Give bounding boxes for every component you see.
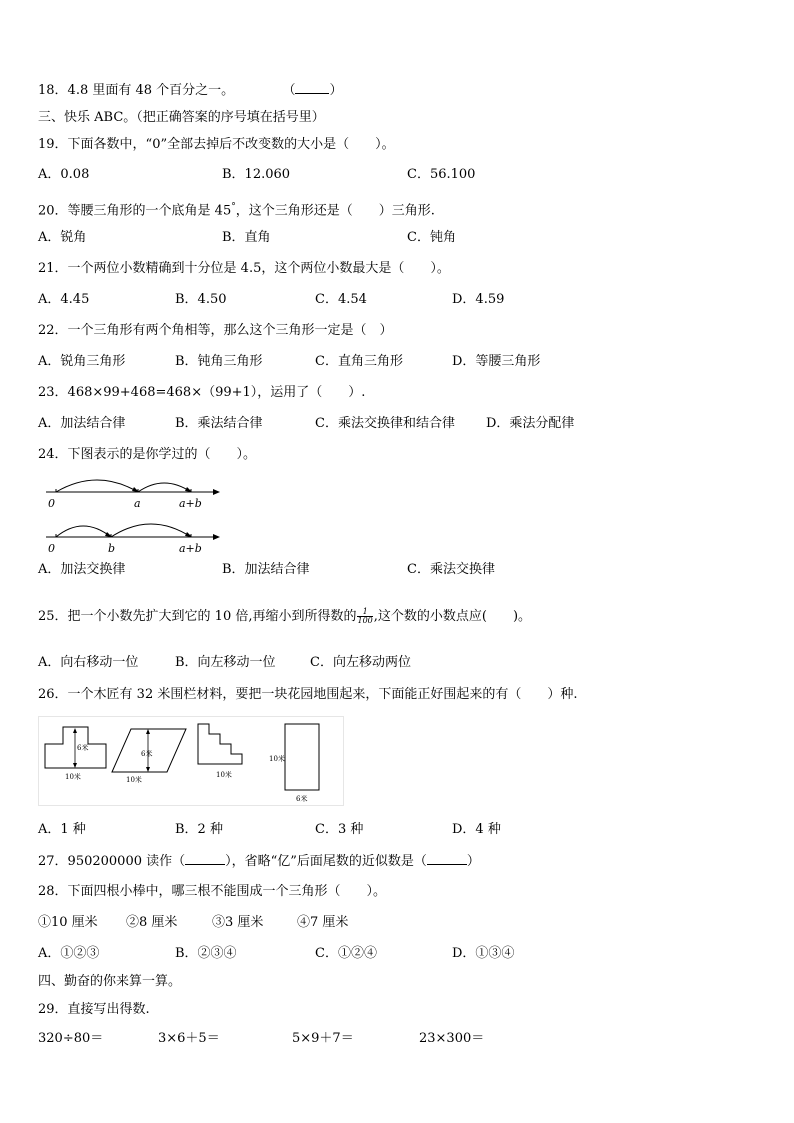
q25-stem-part2: ,这个数的小数点应( )。 <box>373 609 532 624</box>
stick-4: ④7 厘米 <box>297 915 349 930</box>
question-18 <box>38 81 342 100</box>
q23-option-a[interactable]: A．加法结合律 <box>38 416 126 431</box>
label-a-plus-b: a+b <box>179 497 202 510</box>
q23-option-b[interactable]: B．乘法结合律 <box>175 416 263 431</box>
q20-stem-part2: ，这个三角形还是（ ）三角形. <box>235 203 435 219</box>
q22-option-b[interactable]: B．钝角三角形 <box>175 354 263 369</box>
stick-1: ①10 厘米 <box>38 915 98 930</box>
q28-option-d[interactable]: D．①③④ <box>452 946 515 961</box>
q18-paren-open: （ <box>282 83 296 98</box>
question-26-stem: 26．一个木匠有 32 米围栏材料，要把一块花园地围起来，下面能正好围起来的有（ ）种. <box>38 687 578 702</box>
q26-option-a[interactable]: A．1 种 <box>38 822 86 837</box>
question-27 <box>38 852 480 871</box>
shape-1-width: 10米 <box>65 773 81 781</box>
q21-option-d[interactable]: D．4.59 <box>452 292 505 307</box>
question-25-stem <box>38 606 531 628</box>
garden-shapes-figure <box>38 716 344 806</box>
number-line-1 <box>46 480 220 510</box>
calc-item-4: 23×300＝ <box>419 1031 485 1046</box>
shape-4-height: 10米 <box>269 755 285 763</box>
q23-option-c[interactable]: C．乘法交换律和结合律 <box>315 416 455 431</box>
q19-option-a[interactable]: A．0.08 <box>38 167 90 182</box>
label-zero: 0 <box>48 542 55 555</box>
q24-option-a[interactable]: A．加法交换律 <box>38 562 126 577</box>
label-a-plus-b: a+b <box>179 542 202 555</box>
answer-blank[interactable] <box>295 81 329 94</box>
answer-blank[interactable] <box>427 852 467 865</box>
question-19-stem: 19．下面各数中，“0”全部去掉后不改变数的大小是（ ）。 <box>38 137 395 152</box>
q22-option-c[interactable]: C．直角三角形 <box>315 354 403 369</box>
calc-item-3: 5×9＋7＝ <box>292 1031 354 1046</box>
q20-option-b[interactable]: B．直角 <box>222 230 271 245</box>
q25-option-a[interactable]: A．向右移动一位 <box>38 655 139 670</box>
calc-item-2: 3×6＋5＝ <box>158 1031 220 1046</box>
q27-part3: ） <box>466 854 480 869</box>
q18-paren-close: ） <box>329 83 343 98</box>
stick-3: ③3 厘米 <box>212 915 264 930</box>
answer-blank[interactable] <box>185 852 225 865</box>
question-28-stem: 28．下面四根小棒中，哪三根不能围成一个三角形（ ）。 <box>38 884 387 899</box>
label-zero: 0 <box>48 497 55 510</box>
degree-symbol: ° <box>231 202 236 212</box>
question-24-stem: 24．下图表示的是你学过的（ ）。 <box>38 447 257 462</box>
q24-option-b[interactable]: B．加法结合律 <box>222 562 310 577</box>
shape-2-height: 6米 <box>141 750 153 758</box>
q19-option-c[interactable]: C．56.100 <box>407 167 476 182</box>
q25-option-c[interactable]: C．向左移动两位 <box>310 655 411 670</box>
q20-stem-part1: 20．等腰三角形的一个底角是 45 <box>38 203 232 219</box>
q25-option-b[interactable]: B．向左移动一位 <box>175 655 276 670</box>
label-b: b <box>108 542 116 555</box>
q20-option-a[interactable]: A．锐角 <box>38 230 87 245</box>
q28-option-c[interactable]: C．①②④ <box>315 946 377 961</box>
q22-option-a[interactable]: A．锐角三角形 <box>38 354 126 369</box>
q23-option-d[interactable]: D．乘法分配律 <box>486 416 575 431</box>
q27-part2: ），省略“亿”后面尾数的近似数是（ <box>225 854 427 869</box>
shape-3-width: 10米 <box>216 771 232 779</box>
shape-1-height: 6米 <box>77 744 89 752</box>
number-line-2 <box>46 524 220 555</box>
question-21-stem: 21．一个两位小数精确到十分位是 4.5，这个两位小数最大是（ ）。 <box>38 261 450 276</box>
q19-option-b[interactable]: B．12.060 <box>222 167 291 182</box>
q18-text: 18．4.8 里面有 48 个百分之一。 <box>38 83 235 98</box>
q21-option-c[interactable]: C．4.54 <box>315 292 367 307</box>
q27-part1: 27．950200000 读作（ <box>38 854 186 869</box>
q25-stem-part1: 25．把一个小数先扩大到它的 10 倍,再缩小到所得数的 <box>38 609 357 624</box>
q26-option-d[interactable]: D．4 种 <box>452 822 501 837</box>
fraction-one-hundredth: $\frac{1}{100}$ <box>357 607 373 625</box>
q26-option-b[interactable]: B．2 种 <box>175 822 223 837</box>
shape-2-width: 10米 <box>126 776 142 784</box>
question-23-stem: 23．468×99+468=468×（99+1），运用了（ ）. <box>38 385 366 400</box>
question-20-stem <box>38 198 435 220</box>
section-3-heading: 三、快乐 ABC。（把正确答案的序号填在括号里） <box>38 110 325 125</box>
calc-item-1: 320÷80＝ <box>38 1031 104 1046</box>
stick-2: ②8 厘米 <box>126 915 178 930</box>
section-4-heading: 四、勤奋的你来算一算。 <box>38 974 182 989</box>
q24-option-c[interactable]: C．乘法交换律 <box>407 562 495 577</box>
label-a: a <box>134 497 141 510</box>
q21-option-b[interactable]: B．4.50 <box>175 292 227 307</box>
q28-option-b[interactable]: B．②③④ <box>175 946 237 961</box>
q26-option-c[interactable]: C．3 种 <box>315 822 364 837</box>
question-29-stem: 29．直接写出得数. <box>38 1002 150 1017</box>
number-line-diagram <box>38 470 228 555</box>
q28-option-a[interactable]: A．①②③ <box>38 946 100 961</box>
question-22-stem: 22．一个三角形有两个角相等，那么这个三角形一定是（ ） <box>38 323 393 338</box>
q22-option-d[interactable]: D．等腰三角形 <box>452 354 541 369</box>
shape-4-width: 6米 <box>296 795 308 803</box>
q21-option-a[interactable]: A．4.45 <box>38 292 90 307</box>
q20-option-c[interactable]: C．钝角 <box>407 230 456 245</box>
